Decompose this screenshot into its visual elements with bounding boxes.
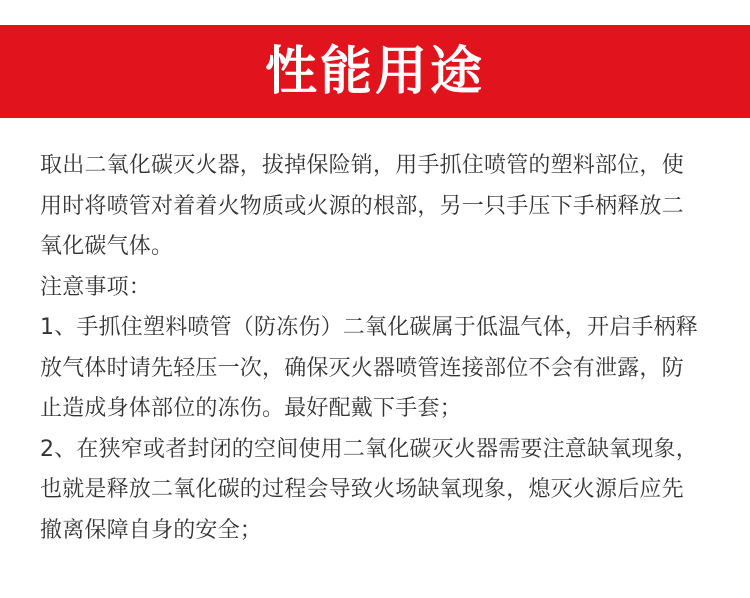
text-line: 取出二氧化碳灭火器，拔掉保险销，用手抓住喷管的塑料部位，使 xyxy=(40,153,684,178)
text-line: 1、手抓住塑料喷管（防冻伤）二氧化碳属于低温气体，开启手柄释 xyxy=(40,315,698,340)
text-line: 用时将喷管对着着火物质或火源的根部，另一只手压下手柄释放二 xyxy=(40,193,684,219)
page-title: 性能用途 xyxy=(264,41,485,102)
notes-heading: 注意事项： xyxy=(40,274,152,300)
description-text xyxy=(40,146,730,551)
text-line: 2、在狭窄或者封闭的空间使用二氧化碳灭火器需要注意缺氧现象， xyxy=(40,436,698,462)
title-banner xyxy=(0,25,750,118)
text-line: 撤离保障自身的安全； xyxy=(40,517,263,543)
text-line: 止造成身体部位的冻伤。最好配戴下手套； xyxy=(40,396,462,421)
text-line: 也就是释放二氧化碳的过程会导致火场缺氧现象，熄灭火源后应先 xyxy=(40,477,684,502)
text-line: 氧化碳气体。 xyxy=(40,234,174,259)
text-line: 放气体时请先轻压一次，确保灭火器喷管连接部位不会有泄露，防 xyxy=(40,355,684,381)
